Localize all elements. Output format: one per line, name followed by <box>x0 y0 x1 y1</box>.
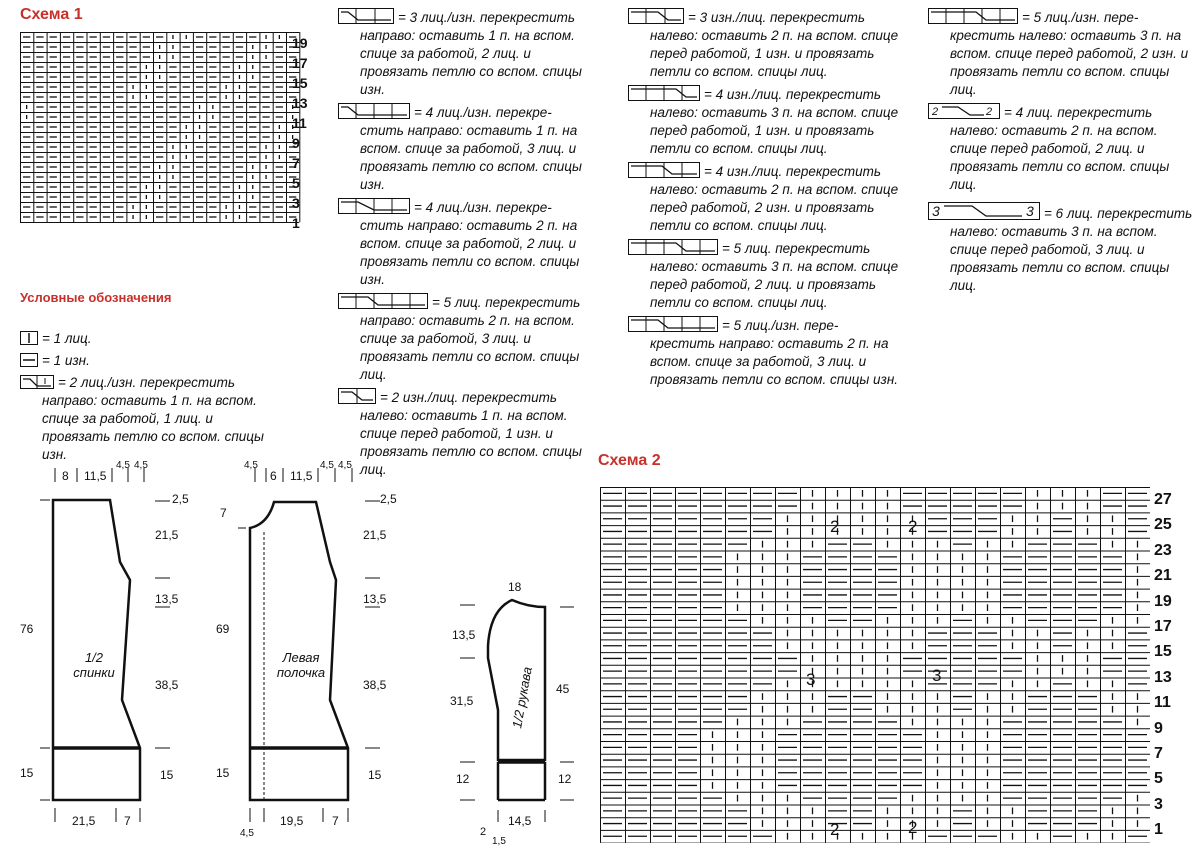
legend-c2-item-2: = 4 лиц./изн. перекре- стить направо: оставить 1 п. на вспом. спице за работой, 3 лиц. и провязать петлю со вспом. спицы изн. <box>338 103 598 194</box>
front-label: Левая полочка <box>276 650 326 680</box>
front-bottom-dim: 7 <box>332 814 339 828</box>
legend-c3-item-5: = 5 лиц./изн. пере- крестить направо: оставить 2 п. на вспом. спице за работой, 3 лиц. и провязать петли со вспом. спицы изн. <box>628 316 903 389</box>
front-top-dim: 11,5 <box>290 469 313 483</box>
legend-c2-item-3: = 4 лиц./изн. перекре- стить направо: оставить 2 п. на вспом. спице за работой, 2 лиц. и провязать петли со вспом. спицы изн. <box>338 198 598 289</box>
scheme1-title: Схема 1 <box>20 6 83 23</box>
row-number: 5 <box>1154 770 1163 788</box>
back-top-dim: 4,5 <box>134 460 148 471</box>
cable-label: 2 <box>908 818 918 837</box>
scheme1-chart <box>20 32 310 227</box>
sleeve-top-dim: 18 <box>508 580 522 594</box>
front-right-dim: 21,5 <box>363 528 387 542</box>
row-number: 3 <box>1154 795 1163 813</box>
row-number: 5 <box>292 175 300 191</box>
back-top-dim: 11,5 <box>84 469 107 483</box>
front-top-dim: 6 <box>270 469 277 483</box>
legend-item-knit: = 1 лиц. <box>20 330 285 348</box>
row-number: 7 <box>292 155 300 171</box>
back-top-dim: 8 <box>62 469 69 483</box>
back-right-dim: 21,5 <box>155 528 179 542</box>
sleeve-bottom-dim: 2 <box>480 826 487 838</box>
svg-text:3: 3 <box>932 203 940 219</box>
legend-c3-item-3: = 4 изн./лиц. перекрестить налево: оставить 2 п. на вспом. спице перед работой, 2 изн. и провязать петли со вспом. спицы лиц. <box>628 162 903 235</box>
cross-5-left-icon <box>628 239 718 255</box>
front-right-dim: 38,5 <box>363 678 387 692</box>
row-number: 1 <box>292 215 300 231</box>
cross-4b-right-icon <box>338 198 410 214</box>
front-bottom-dim: 4,5 <box>240 828 254 839</box>
front-right-dim: 13,5 <box>363 592 387 606</box>
scheme2-chart <box>600 487 1150 843</box>
row-number: 11 <box>292 115 307 131</box>
row-number: 9 <box>292 135 300 151</box>
svg-text:2: 2 <box>932 106 939 118</box>
legend-c3-item-1: = 3 изн./лиц. перекрестить налево: оставить 2 п. на вспом. спице перед работой, 1 изн. и провязать петли со вспом. спицы лиц. <box>628 8 903 81</box>
legend-c4-item-1: = 5 лиц./изн. пере- крестить налево: оставить 3 п. на вспом. спице перед работой, 2 изн. и провязать петли со вспом. спицы лиц. <box>928 8 1198 99</box>
cross-4b-left-icon <box>628 162 700 178</box>
knit-symbol-icon <box>20 331 38 345</box>
pattern-pieces <box>0 450 590 848</box>
row-number: 13 <box>1154 668 1172 686</box>
legend-column-2 <box>338 8 598 479</box>
row-number: 1 <box>1154 821 1163 839</box>
row-number: 9 <box>1154 719 1163 737</box>
sleeve-right-dim: 12 <box>558 772 572 786</box>
legend-column-3 <box>628 8 903 389</box>
row-number: 19 <box>1154 592 1172 610</box>
sleeve-left-dim: 12 <box>456 772 470 786</box>
cross-4-right-icon <box>338 103 410 119</box>
back-left-dim: 76 <box>20 622 34 636</box>
cross-4-left-icon <box>628 85 700 101</box>
legend-c4-item-2: 2 2 = 4 лиц. перекрестить налево: оставить 2 п. на вспом. спице перед работой, 2 лиц. и провязать петли со вспом. спицы лиц. <box>928 103 1198 194</box>
row-number: 27 <box>1154 491 1172 508</box>
front-left-dim: 69 <box>216 622 230 636</box>
legend-c2-item-5: = 2 изн./лиц. перекрестить налево: оставить 1 п. на вспом. спице перед работой, 1 изн. и провязать петлю со вспом. спицы лиц. <box>338 388 598 479</box>
front-top-dim: 4,5 <box>244 460 258 471</box>
front-right-dim: 2,5 <box>380 492 397 506</box>
row-number: 15 <box>292 75 308 91</box>
row-number: 17 <box>1154 617 1172 635</box>
legend-c4-item-3: 3 3 = 6 лиц. перекрестить налево: оставить 3 п. на вспом. спице перед работой, 3 лиц. и провязать петли со вспом. спицы лиц. <box>928 202 1198 295</box>
sleeve-label: 1/2 рукава <box>509 665 535 730</box>
row-number: 3 <box>292 195 300 211</box>
sleeve-bottom-dim: 14,5 <box>508 814 532 828</box>
row-number: 17 <box>292 55 308 71</box>
legend-c2-item-1: = 3 лиц./изн. перекрестить направо: оставить 1 п. на вспом. спице за работой, 2 лиц. и провязать петлю со вспом. спицы изн. <box>338 8 598 99</box>
row-number: 23 <box>1154 541 1172 559</box>
legend-list <box>20 330 285 464</box>
back-right-dim: 2,5 <box>172 492 189 506</box>
front-top-dim: 4,5 <box>338 460 352 471</box>
row-number: 21 <box>1154 567 1172 585</box>
sleeve-right-dim: 45 <box>556 682 570 696</box>
svg-text:3: 3 <box>1026 203 1034 219</box>
front-left-dim: 7 <box>220 506 227 520</box>
row-number: 15 <box>1154 643 1172 661</box>
scheme2-title: Схема 2 <box>598 452 661 469</box>
purl-symbol-icon <box>20 353 38 367</box>
cable-label: 2 <box>830 820 840 839</box>
cross-6-knit-left-icon <box>928 202 1040 220</box>
back-right-dim: 13,5 <box>155 592 179 606</box>
row-number: 11 <box>1154 694 1171 712</box>
legend-item-cross2: = 2 лиц./изн. перекрестить направо: оставить 1 п. на вспом. спице за работой, 1 лиц. и провязать петлю со вспом. спицы изн. <box>20 374 285 464</box>
legend-column-4 <box>928 8 1198 295</box>
sleeve-bottom-dim: 1,5 <box>492 836 506 847</box>
legend-title: Условные обозначения <box>20 290 172 305</box>
front-top-dim: 4,5 <box>320 460 334 471</box>
cable-label: 3 <box>932 666 942 685</box>
cross-3-left-icon <box>628 8 684 24</box>
front-right-dim: 15 <box>368 768 382 782</box>
legend-c3-item-2: = 4 изн./лиц. перекрестить налево: оставить 3 п. на вспом. спице перед работой, 1 изн. и провязать петли со вспом. спицы лиц. <box>628 85 903 158</box>
cross-5b-left-icon <box>928 8 1018 24</box>
cross-3-right-icon <box>338 8 394 24</box>
back-bottom-dim: 7 <box>124 814 131 828</box>
back-left-dim: 15 <box>20 766 34 780</box>
back-right-dim: 15 <box>160 768 174 782</box>
cable-label: 2 <box>830 517 840 536</box>
row-number: 19 <box>292 35 308 51</box>
scheme1-row-numbers <box>292 33 318 233</box>
cable-label: 3 <box>806 670 816 689</box>
legend-item-purl: = 1 изн. <box>20 352 285 370</box>
row-number: 13 <box>292 95 308 111</box>
legend-c2-item-4: = 5 лиц. перекрестить направо: оставить 2 п. на вспом. спице за работой, 3 лиц. и провязать петли со вспом. спицы лиц. <box>338 293 598 384</box>
cross-5b-right-icon <box>628 316 718 332</box>
front-left-dim: 15 <box>216 766 230 780</box>
sleeve-left-dim: 31,5 <box>450 694 474 708</box>
cross-5-right-icon <box>338 293 428 309</box>
back-top-dim: 4,5 <box>116 460 130 471</box>
cross-2-left-icon <box>338 388 376 404</box>
cross-2-right-icon <box>20 375 54 389</box>
scheme2-row-numbers <box>1154 487 1194 842</box>
row-number: 25 <box>1154 516 1172 534</box>
back-label: 1/2 спинки <box>73 650 115 680</box>
cross-4-knit-left-icon <box>928 103 1000 119</box>
back-right-dim: 38,5 <box>155 678 179 692</box>
row-number: 7 <box>1154 744 1163 762</box>
legend-c3-item-4: = 5 лиц. перекрестить налево: оставить 3 п. на вспом. спице перед работой, 2 лиц. и провязать петли со вспом. спицы лиц. <box>628 239 903 312</box>
sleeve-left-dim: 13,5 <box>452 628 476 642</box>
svg-text:2: 2 <box>986 106 993 118</box>
back-bottom-dim: 21,5 <box>72 814 96 828</box>
front-bottom-dim: 19,5 <box>280 814 304 828</box>
cable-label: 2 <box>908 517 918 536</box>
